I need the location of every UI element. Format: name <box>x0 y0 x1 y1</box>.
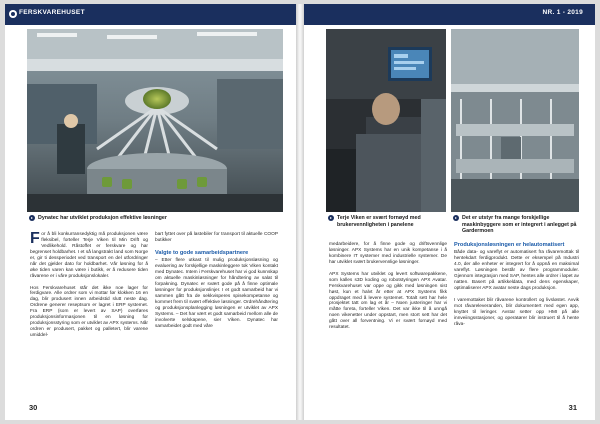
caption-marker-icon <box>29 215 35 221</box>
left-column-1 <box>30 232 148 345</box>
body-paragraph: Både data- og vareflyt er automatisert fra råvaremottak til hentekdart ferdigprodukt. Dette er eksempel på Industri 4.0, der alle enheter er integrert for å oppnå en maksimal vareflyt. Løsningen består av flere programmoduler. Gjennom integrasjon med SAP, hentes alle ordrer i løpet av natten. Basert på artikkeldata, med dens egenskaper, optimaliserer APX avatar neste dags produksjon. <box>454 250 579 292</box>
page-number: 30 <box>29 403 38 412</box>
running-head: FERSKVAREHUSET <box>19 9 85 16</box>
operator-photo <box>326 29 446 212</box>
lead-paragraph: For å bli konkurransedyktig må produksjonen være fleksibel, forteller Terje Viken til Min Drift og Vedlikehold. Råstoffet er ferskvare og har begrenset holdbarhet. I et så langstrakt land som Norge er, gir ti dessperiodet ved transport en del utfordringer når det gjelder dato for holdbarhet. Vår løsning for å øke tiden varen kan være i butikk, er å redusere tiden råvarene er i våre produksjonslokaler. <box>30 230 148 279</box>
body-paragraph: – Etter flere utkast til mulig produksjonsløsning og evaluering av forskjellige maskinleggere tok Viken kontakt med Dynatec. Intem i Ferskvarehuset har vi god kunnskap om aktuelle maskinløsninger for håndtering av salat til forpakning. Dynatec er svært gode på å finne optimale løsninger for produksjonslinjer. I et godt samarbeid har vi sammen gått fra de sekkvisperes spisekompetanse og kommet frem til svært effektive løsninger. Ordrehåndtering og produksjonsplanlegging løsningen er utviklet av APX Systems. – Det har vært et godt samarbeid mellom alle de involverte selskapene, sier Viken. Dynatec har samarbeidet godt med våre <box>155 258 278 329</box>
right-column-2 <box>454 242 579 334</box>
caption-marker-icon <box>453 215 459 221</box>
page-number: 31 <box>568 403 577 412</box>
body-paragraph: I varemottaket blir råvarene kontrollert og livsløstet. Avvik mot råvareleveranden, blir dokumentert med egen app, knyttet til leringer. Avstar setter opp HMI på alle innveiingsstasjoner, og operatører blir instruert til å hente råva- <box>454 297 579 327</box>
body-paragraph: bart fyttet over på lastebiler for transport til aktuelle COOP butikker <box>155 232 278 243</box>
section-subhead: Produksjonsløsningen er helautomatisert <box>454 242 565 248</box>
book-gutter <box>296 4 304 420</box>
caption-marker-icon <box>328 215 334 221</box>
section-subhead: Valgte to gode samarbeidspartnere <box>155 249 249 256</box>
section-badge-icon <box>9 10 17 18</box>
body-paragraph: Hos Ferskvarehuset står det ikke noe lager for ferdigvare. Alle ordrer som vi mottar før klokken 16 en dag, blir produsert innen arbeidstid slutt neste dag. Ordrene generer reseptsom er lagret i ERP systemet. Fra ERP (som er levert av SAP) overføres produksjonsinformasjonen til en løsning for produksjonsstyring som er utviklet av APX systems. Når ordren er produsert, pakket og palletert, blir varene umiddel- <box>30 285 148 339</box>
left-page <box>5 4 296 420</box>
production-line-photo <box>27 29 283 212</box>
right-column-1 <box>329 242 447 337</box>
body-paragraph: APX Systems har utviklet og levert softwarepakkene, som kalles s3D koding og robotstyringen APX Avatar. Ferskvarehuset var oppe og gikk med løsningen sist høst, kun et halvt år etter at APX Systems fikk oppdraget med å levere systemet. Totalt sett har hele prosjektet tatt om lag et år – Noen justeringer har vi måtte foreta, forteller Viken. Det var ikke til å unngå noen vikenetter under oppstart, men stort sett har det gått over all forventning. Vi er svært fornøyd med resultatet. <box>329 271 447 331</box>
running-head: NR. 1 - 2019 <box>542 9 583 16</box>
equipment-photo <box>451 29 579 212</box>
right-page <box>304 4 595 420</box>
photo-caption: Dynatec har utviklet produksjon effektive løsninger <box>29 215 279 222</box>
left-column-2 <box>155 232 278 336</box>
header-bar <box>5 4 296 25</box>
body-paragraph: medarbeidere, for å finne gode og driftsvennlige løsninger. APX Systems har en unik kompetanse i å kombinere IT systemer med industrielle systemer. De har utviklet svært brukervennlige løsninger. <box>329 242 447 265</box>
header-bar <box>304 4 595 25</box>
photo-caption-left: Terje Viken er svært fornøyd med brukervennligheten i panelene <box>328 215 446 228</box>
photo-caption-right: Det er utstyr fra mange forskjellige maskinbyggere som er integrert i anlegget på Gardermoen <box>453 215 581 235</box>
